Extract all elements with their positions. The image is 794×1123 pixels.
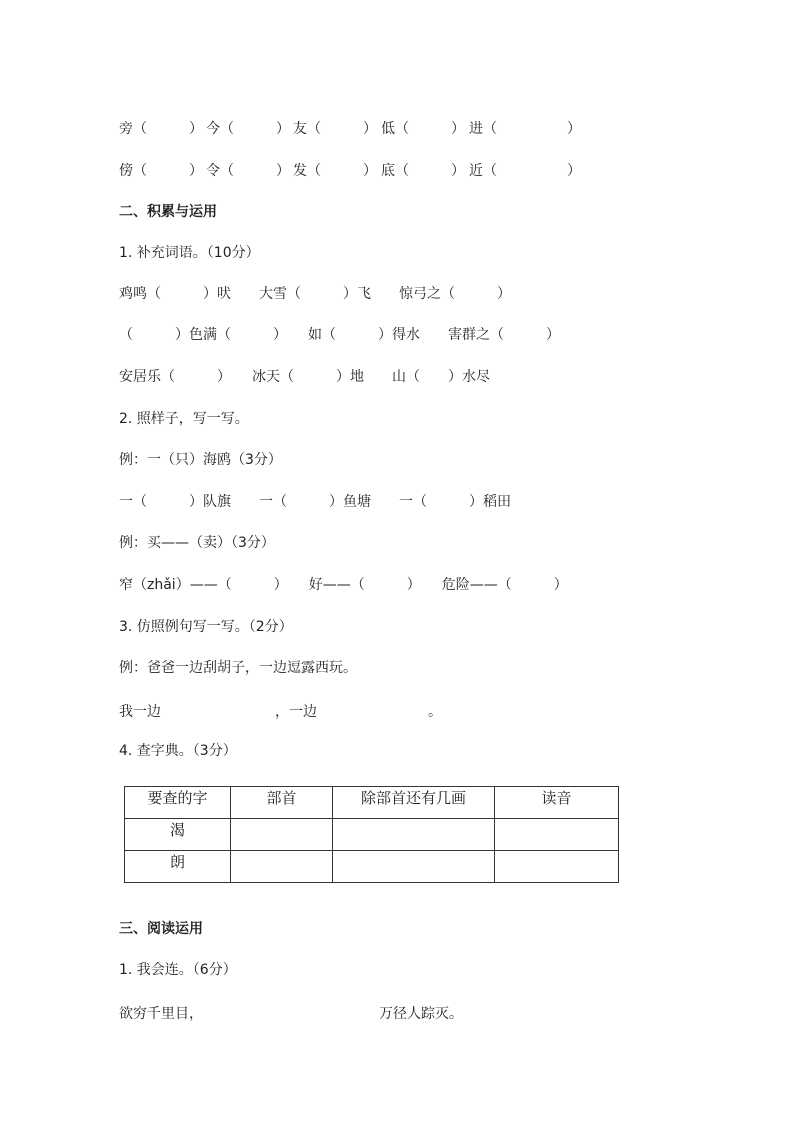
char-item: 发（ ） (293, 163, 377, 179)
idiom-line-1: 鸡鸣（ ）吠 大雪（ ）飞 惊弓之（ ） (119, 286, 511, 302)
table-cell[interactable] (495, 819, 619, 851)
char-item: 今（ ） (206, 121, 290, 137)
header-cell: 除部首还有几画 (333, 787, 495, 819)
char-item: 进（ ） (469, 121, 581, 137)
header-cell: 部首 (231, 787, 333, 819)
table-cell[interactable] (333, 819, 495, 851)
header-cell: 读音 (495, 787, 619, 819)
char-item: 傍（ ） (119, 163, 203, 179)
table-header-row (125, 787, 619, 819)
question-4-title: 4. 查字典。（3分） (119, 743, 237, 759)
sentence-part-2: ，一边 (275, 704, 317, 720)
char-item: 友（ ） (293, 121, 377, 137)
section-2-title: 二、积累与运用 (119, 204, 217, 220)
sentence-part-3: 。 (428, 704, 442, 720)
example-sentence: 例：爸爸一边刮胡子，一边逗露西玩。 (119, 660, 357, 676)
table-cell: 渴 (125, 819, 231, 851)
question-2-title: 2. 照样子，写一写。 (119, 411, 249, 427)
char-item: 令（ ） (206, 163, 290, 179)
idiom-line-2: （ ）色满（ ） 如（ ）得水 害群之（ ） (119, 327, 560, 343)
poem-line-left: 欲穷千里目， (119, 1006, 203, 1022)
char-item: 低（ ） (381, 121, 465, 137)
section-3-title: 三、阅读运用 (119, 921, 203, 937)
char-item: 底（ ） (381, 163, 465, 179)
question-1-title: 1. 补充词语。（10分） (119, 245, 260, 261)
antonym-line: 窄（zhǎi）——（ ） 好——（ ） 危险——（ ） (119, 577, 568, 593)
table-cell[interactable] (231, 819, 333, 851)
header-cell: 要查的字 (125, 787, 231, 819)
example-line-2: 例：买——（卖）（3分） (119, 535, 275, 551)
example-line-1: 例：一（只）海鸥（3分） (119, 452, 282, 468)
char-item: 近（ ） (469, 163, 581, 179)
measure-word-line: 一（ ）队旗 一（ ）鱼塘 一（ ）稻田 (119, 494, 511, 510)
sentence-part-1: 我一边 (119, 704, 161, 720)
poem-line-right: 万径人踪灭。 (379, 1006, 463, 1022)
question-3-title: 3. 仿照例句写一写。（2分） (119, 619, 293, 635)
table-cell[interactable] (333, 851, 495, 883)
char-item: 旁（ ） (119, 121, 203, 137)
dictionary-table (124, 786, 619, 883)
reading-question-1-title: 1. 我会连。（6分） (119, 962, 237, 978)
table-cell[interactable] (495, 851, 619, 883)
table-row (125, 851, 619, 883)
table-row (125, 819, 619, 851)
idiom-line-3: 安居乐（ ） 冰天（ ）地 山（ ）水尽 (119, 369, 490, 385)
table-cell[interactable] (231, 851, 333, 883)
table-cell: 朗 (125, 851, 231, 883)
